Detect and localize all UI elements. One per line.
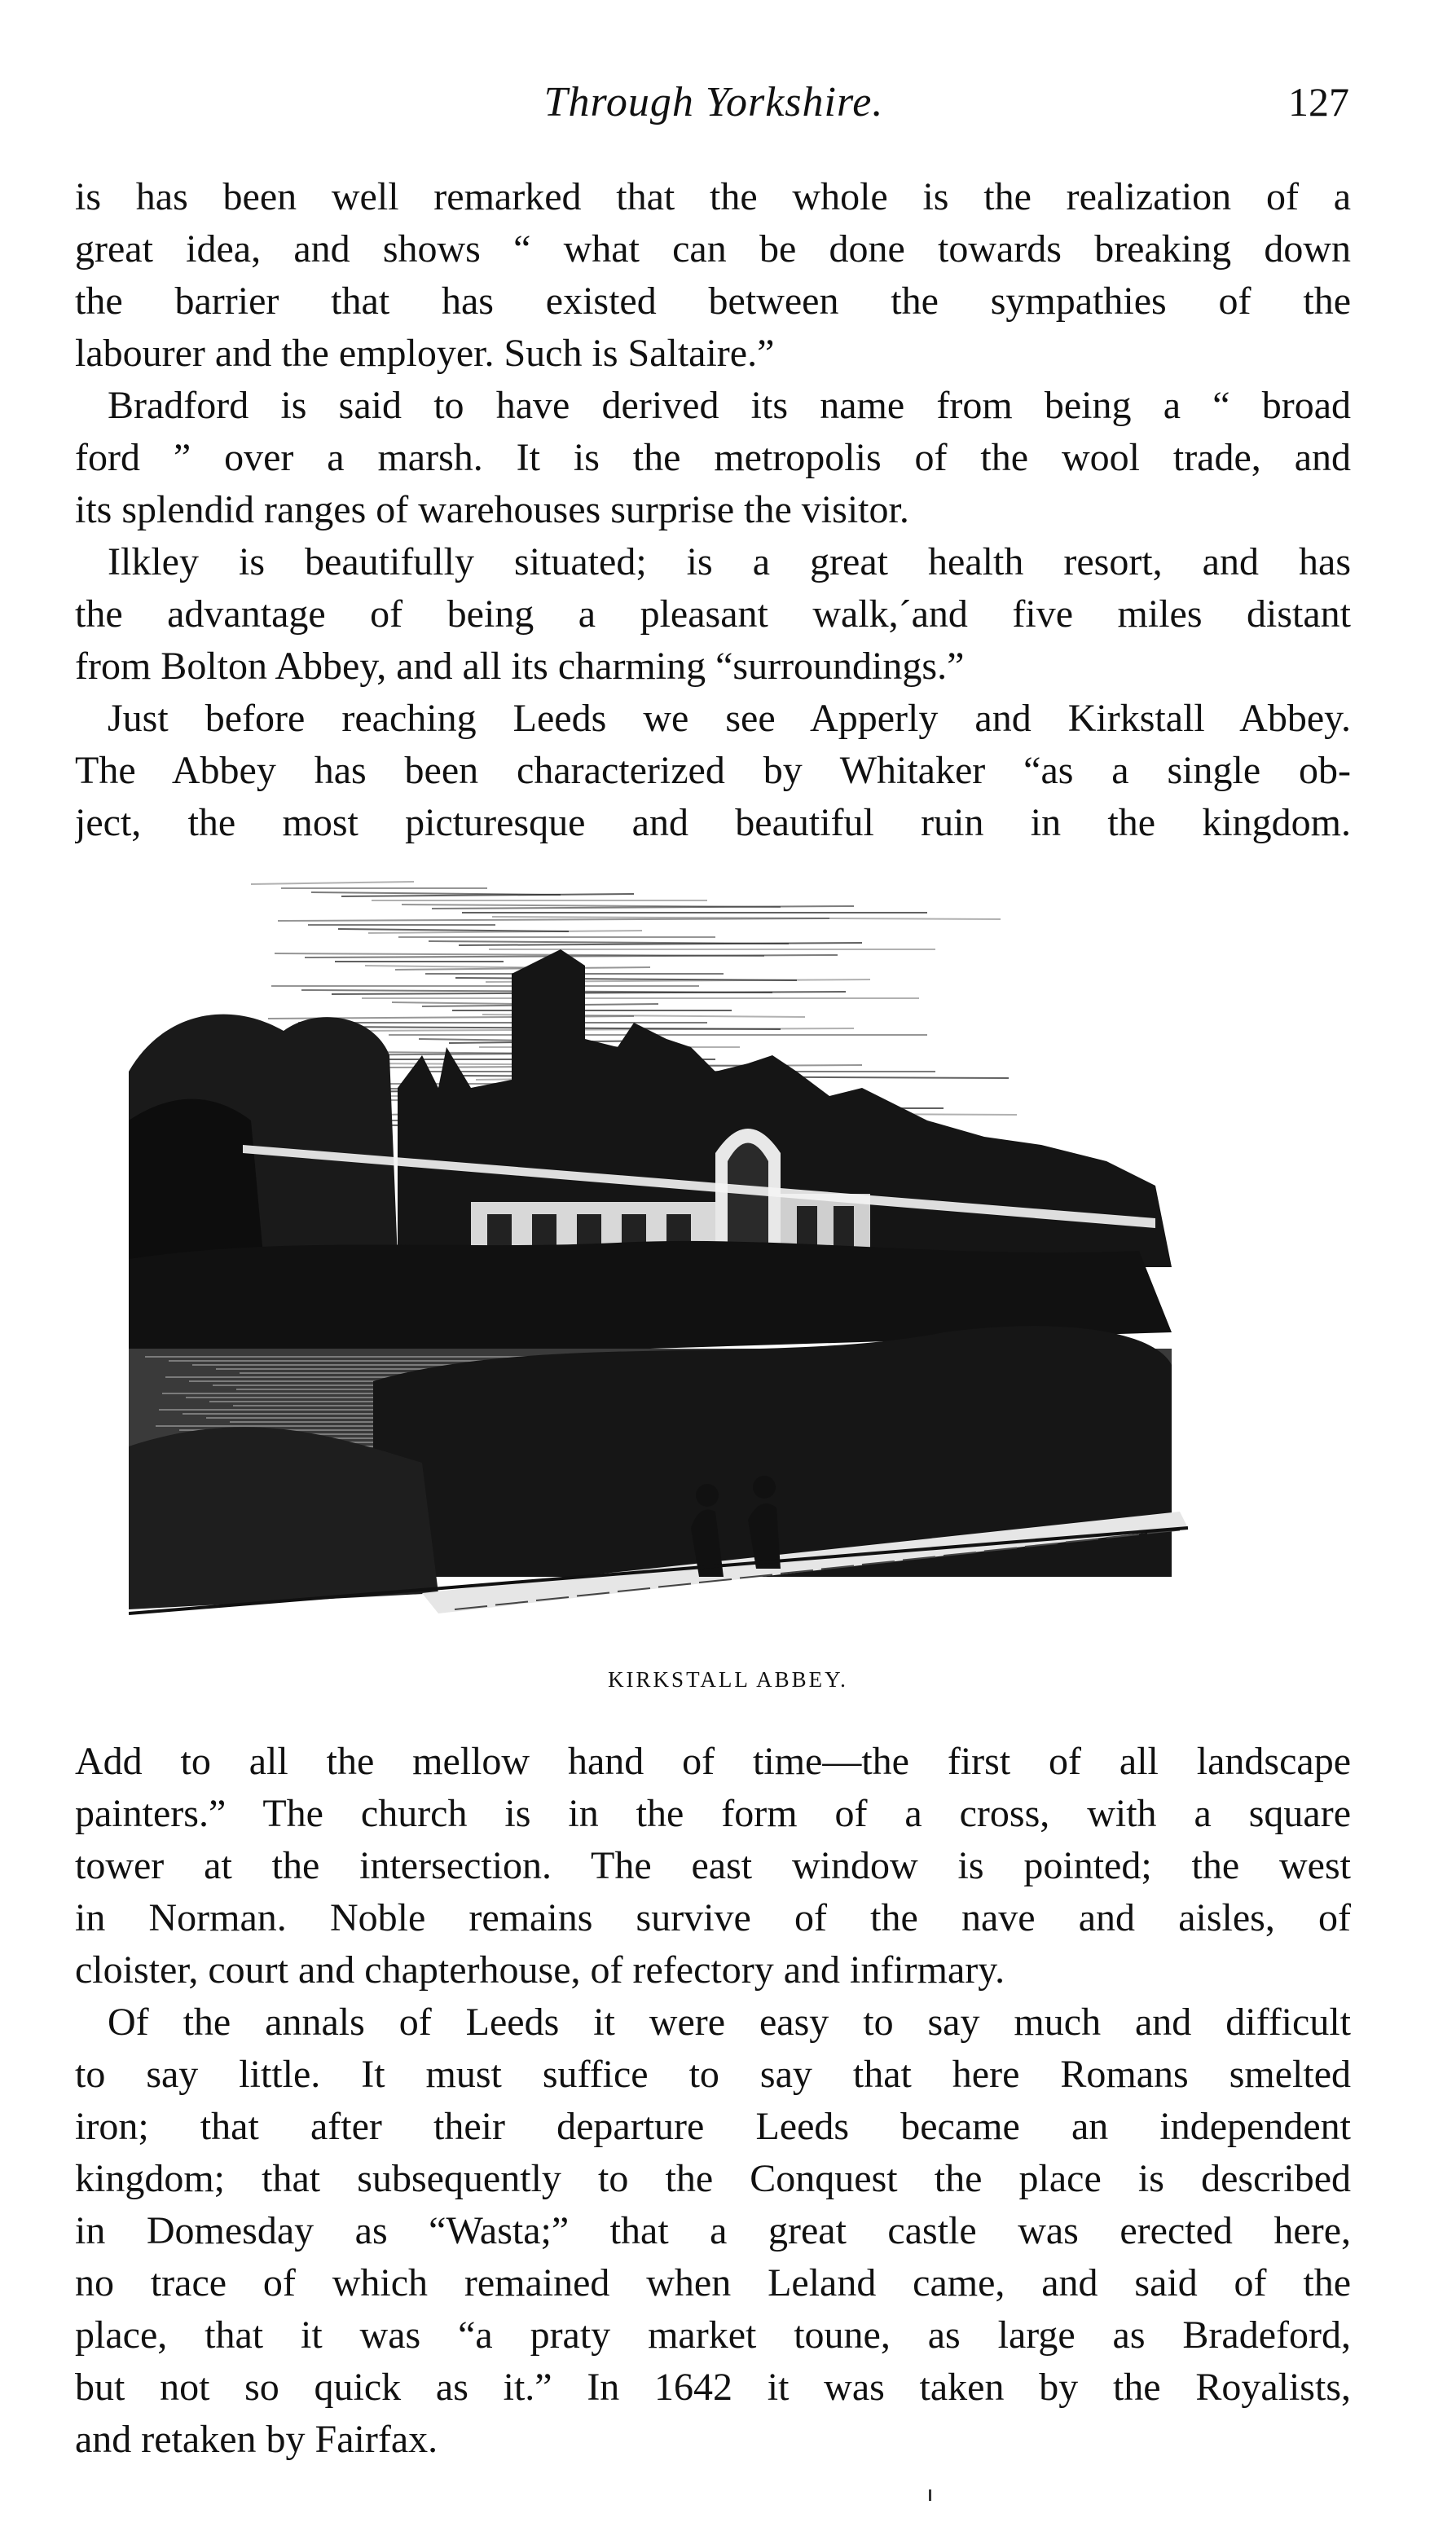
text-line: its splendid ranges of warehouses surprise the visitor. [75,488,909,531]
text-line: Bradford is said to have derived its name from being a “ broad [108,384,1351,427]
text-line: great idea, and shows “ what can be done towards breaking down [75,227,1351,271]
body-text-top [75,171,1351,849]
text-line: Ilkley is beautifully situated; is a great health resort, and has [108,540,1351,583]
kirkstall-abbey-engraving [129,876,1294,1646]
text-line: tower at the intersection. The east window is pointed; the west [75,1844,1351,1887]
text-line: in Norman. Noble remains survive of the nave and aisles, of [75,1896,1351,1939]
text-line: place, that it was “a praty market toune, as large as Bradeford, [75,2313,1351,2357]
text-line: ject, the most picturesque and beautiful ruin in the kingdom. [75,801,1351,844]
text-line: the barrier that has existed between the sympathies of the [75,280,1351,323]
running-title: Through Yorkshire. [543,79,884,125]
text-line: ford ” over a marsh. It is the metropolis of the wool trade, and [75,436,1351,479]
text-line: but not so quick as it.” In 1642 it was taken by the Royalists, [75,2366,1351,2409]
text-line: painters.” The church is in the form of a cross, with a square [75,1792,1351,1835]
text-line: no trace of which remained when Leland came, and said of the [75,2261,1351,2304]
text-line: Just before reaching Leeds we see Apperly and Kirkstall Abbey. [108,697,1351,740]
figure-caption: KIRKSTALL ABBEY. [608,1667,848,1692]
text-line: Of the annals of Leeds it were easy to say much and difficult [108,2001,1351,2044]
text-line: Add to all the mellow hand of time—the first of all landscape [75,1740,1351,1783]
text-line: in Domesday as “Wasta;” that a great castle was erected here, [75,2209,1351,2252]
page-number: 127 [1288,79,1349,125]
body-text-bottom [75,1736,1351,2466]
text-line: to say little. It must suffice to say that here Romans smelted [75,2053,1351,2096]
text-line: The Abbey has been characterized by Whitaker “as a single ob- [75,749,1351,792]
text-line: and retaken by Fairfax. [75,2418,438,2461]
text-line: from Bolton Abbey, and all its charming “surroundings.” [75,645,965,688]
text-line: cloister, court and chapterhouse, of refectory and infirmary. [75,1948,1005,1992]
text-line: kingdom; that subsequently to the Conquest the place is described [75,2157,1351,2200]
text-line: iron; that after their departure Leeds became an independent [75,2105,1351,2148]
text-line: the advantage of being a pleasant walk,´and five miles distant [75,592,1351,636]
page-header [78,78,1349,135]
margin-mark [929,2489,931,2501]
text-line: is has been well remarked that the whole is the realization of a [75,175,1351,218]
text-line: labourer and the employer. Such is Saltaire.” [75,332,775,375]
